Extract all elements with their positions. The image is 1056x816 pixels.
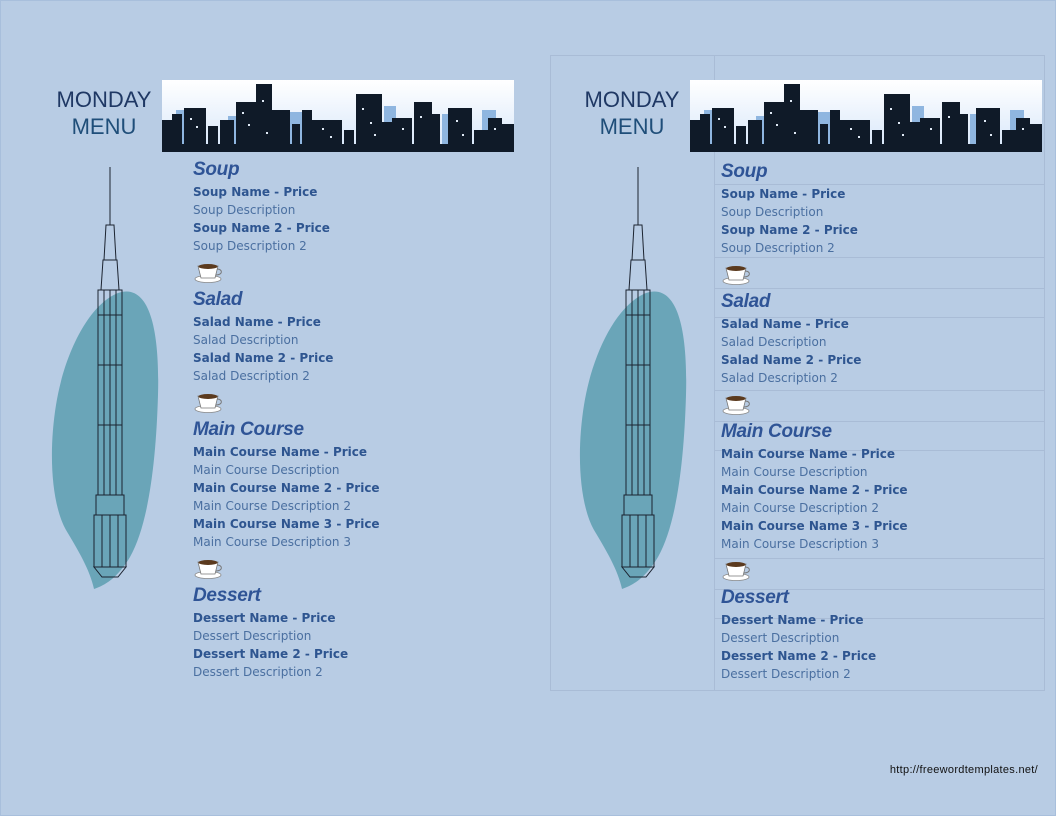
menu-item-name: Dessert Name 2 - Price: [193, 647, 349, 661]
menu-item-name: Main Course Name 3 - Price: [193, 517, 380, 531]
section-title-dessert: Dessert: [721, 587, 789, 608]
coffee-cup-icon: [193, 258, 223, 284]
menu-item-description: Dessert Description 2: [193, 665, 323, 679]
menu-item-description: Salad Description: [193, 333, 299, 347]
menu-item-description: Salad Description 2: [721, 371, 838, 385]
menu-item-description: Soup Description: [721, 205, 824, 219]
menu-item-description: Soup Description: [193, 203, 296, 217]
menu-item-name: Salad Name - Price: [721, 317, 849, 331]
menu-title: [44, 86, 164, 140]
footer-url[interactable]: http://freewordtemplates.net/: [889, 764, 1038, 776]
coffee-cup-icon: [721, 390, 751, 416]
menu-item-description: Main Course Description: [193, 463, 340, 477]
city-skyline-icon: [690, 80, 1042, 152]
coffee-cup-icon: [193, 554, 223, 580]
menu-item-description: Main Course Description 2: [721, 501, 879, 515]
coffee-cup-icon: [721, 260, 751, 286]
menu-item-name: Main Course Name 2 - Price: [721, 483, 908, 497]
menu-item-description: Dessert Description: [721, 631, 840, 645]
menu-item-name: Main Course Name - Price: [721, 447, 896, 461]
menu-list: [193, 157, 523, 681]
menu-item-name: Salad Name - Price: [193, 315, 321, 329]
menu-item-name: Salad Name 2 - Price: [721, 353, 862, 367]
menu-item-description: Main Course Description 3: [721, 537, 879, 551]
section-title-dessert: Dessert: [193, 585, 261, 606]
menu-item-name: Dessert Name 2 - Price: [721, 649, 877, 663]
menu-item-description: Soup Description 2: [193, 239, 307, 253]
coffee-cup-icon: [193, 388, 223, 414]
menu-item-name: Dessert Name - Price: [721, 613, 864, 627]
section-title-salad: Salad: [721, 291, 771, 312]
menu-list: [721, 159, 1051, 683]
city-skyline-icon: [162, 80, 514, 152]
menu-item-name: Main Course Name 3 - Price: [721, 519, 908, 533]
skyscraper-tower-icon: [576, 165, 691, 590]
skyscraper-tower-icon: [48, 165, 163, 590]
menu-item-name: Salad Name 2 - Price: [193, 351, 334, 365]
menu-item-name: Soup Name 2 - Price: [721, 223, 858, 237]
coffee-cup-icon: [721, 556, 751, 582]
menu-item-name: Soup Name - Price: [193, 185, 318, 199]
menu-item-name: Soup Name - Price: [721, 187, 846, 201]
menu-title-word: MENU: [71, 114, 137, 139]
menu-title-day: MONDAY: [584, 87, 680, 112]
menu-title: [572, 86, 692, 140]
menu-title-day: MONDAY: [56, 87, 152, 112]
section-title-main-course: Main Course: [721, 421, 832, 442]
menu-item-name: Dessert Name - Price: [193, 611, 336, 625]
menu-item-description: Salad Description 2: [193, 369, 310, 383]
section-title-soup: Soup: [721, 161, 768, 182]
menu-panel-right: [528, 0, 1056, 816]
menu-item-description: Main Course Description: [721, 465, 868, 479]
menu-item-description: Soup Description 2: [721, 241, 835, 255]
section-title-salad: Salad: [193, 289, 243, 310]
menu-title-word: MENU: [599, 114, 665, 139]
menu-item-name: Main Course Name 2 - Price: [193, 481, 380, 495]
menu-item-description: Salad Description: [721, 335, 827, 349]
menu-item-description: Dessert Description: [193, 629, 312, 643]
menu-item-name: Soup Name 2 - Price: [193, 221, 330, 235]
menu-item-name: Main Course Name - Price: [193, 445, 368, 459]
section-title-soup: Soup: [193, 159, 240, 180]
section-title-main-course: Main Course: [193, 419, 304, 440]
menu-item-description: Main Course Description 3: [193, 535, 351, 549]
menu-item-description: Dessert Description 2: [721, 667, 851, 681]
menu-item-description: Main Course Description 2: [193, 499, 351, 513]
